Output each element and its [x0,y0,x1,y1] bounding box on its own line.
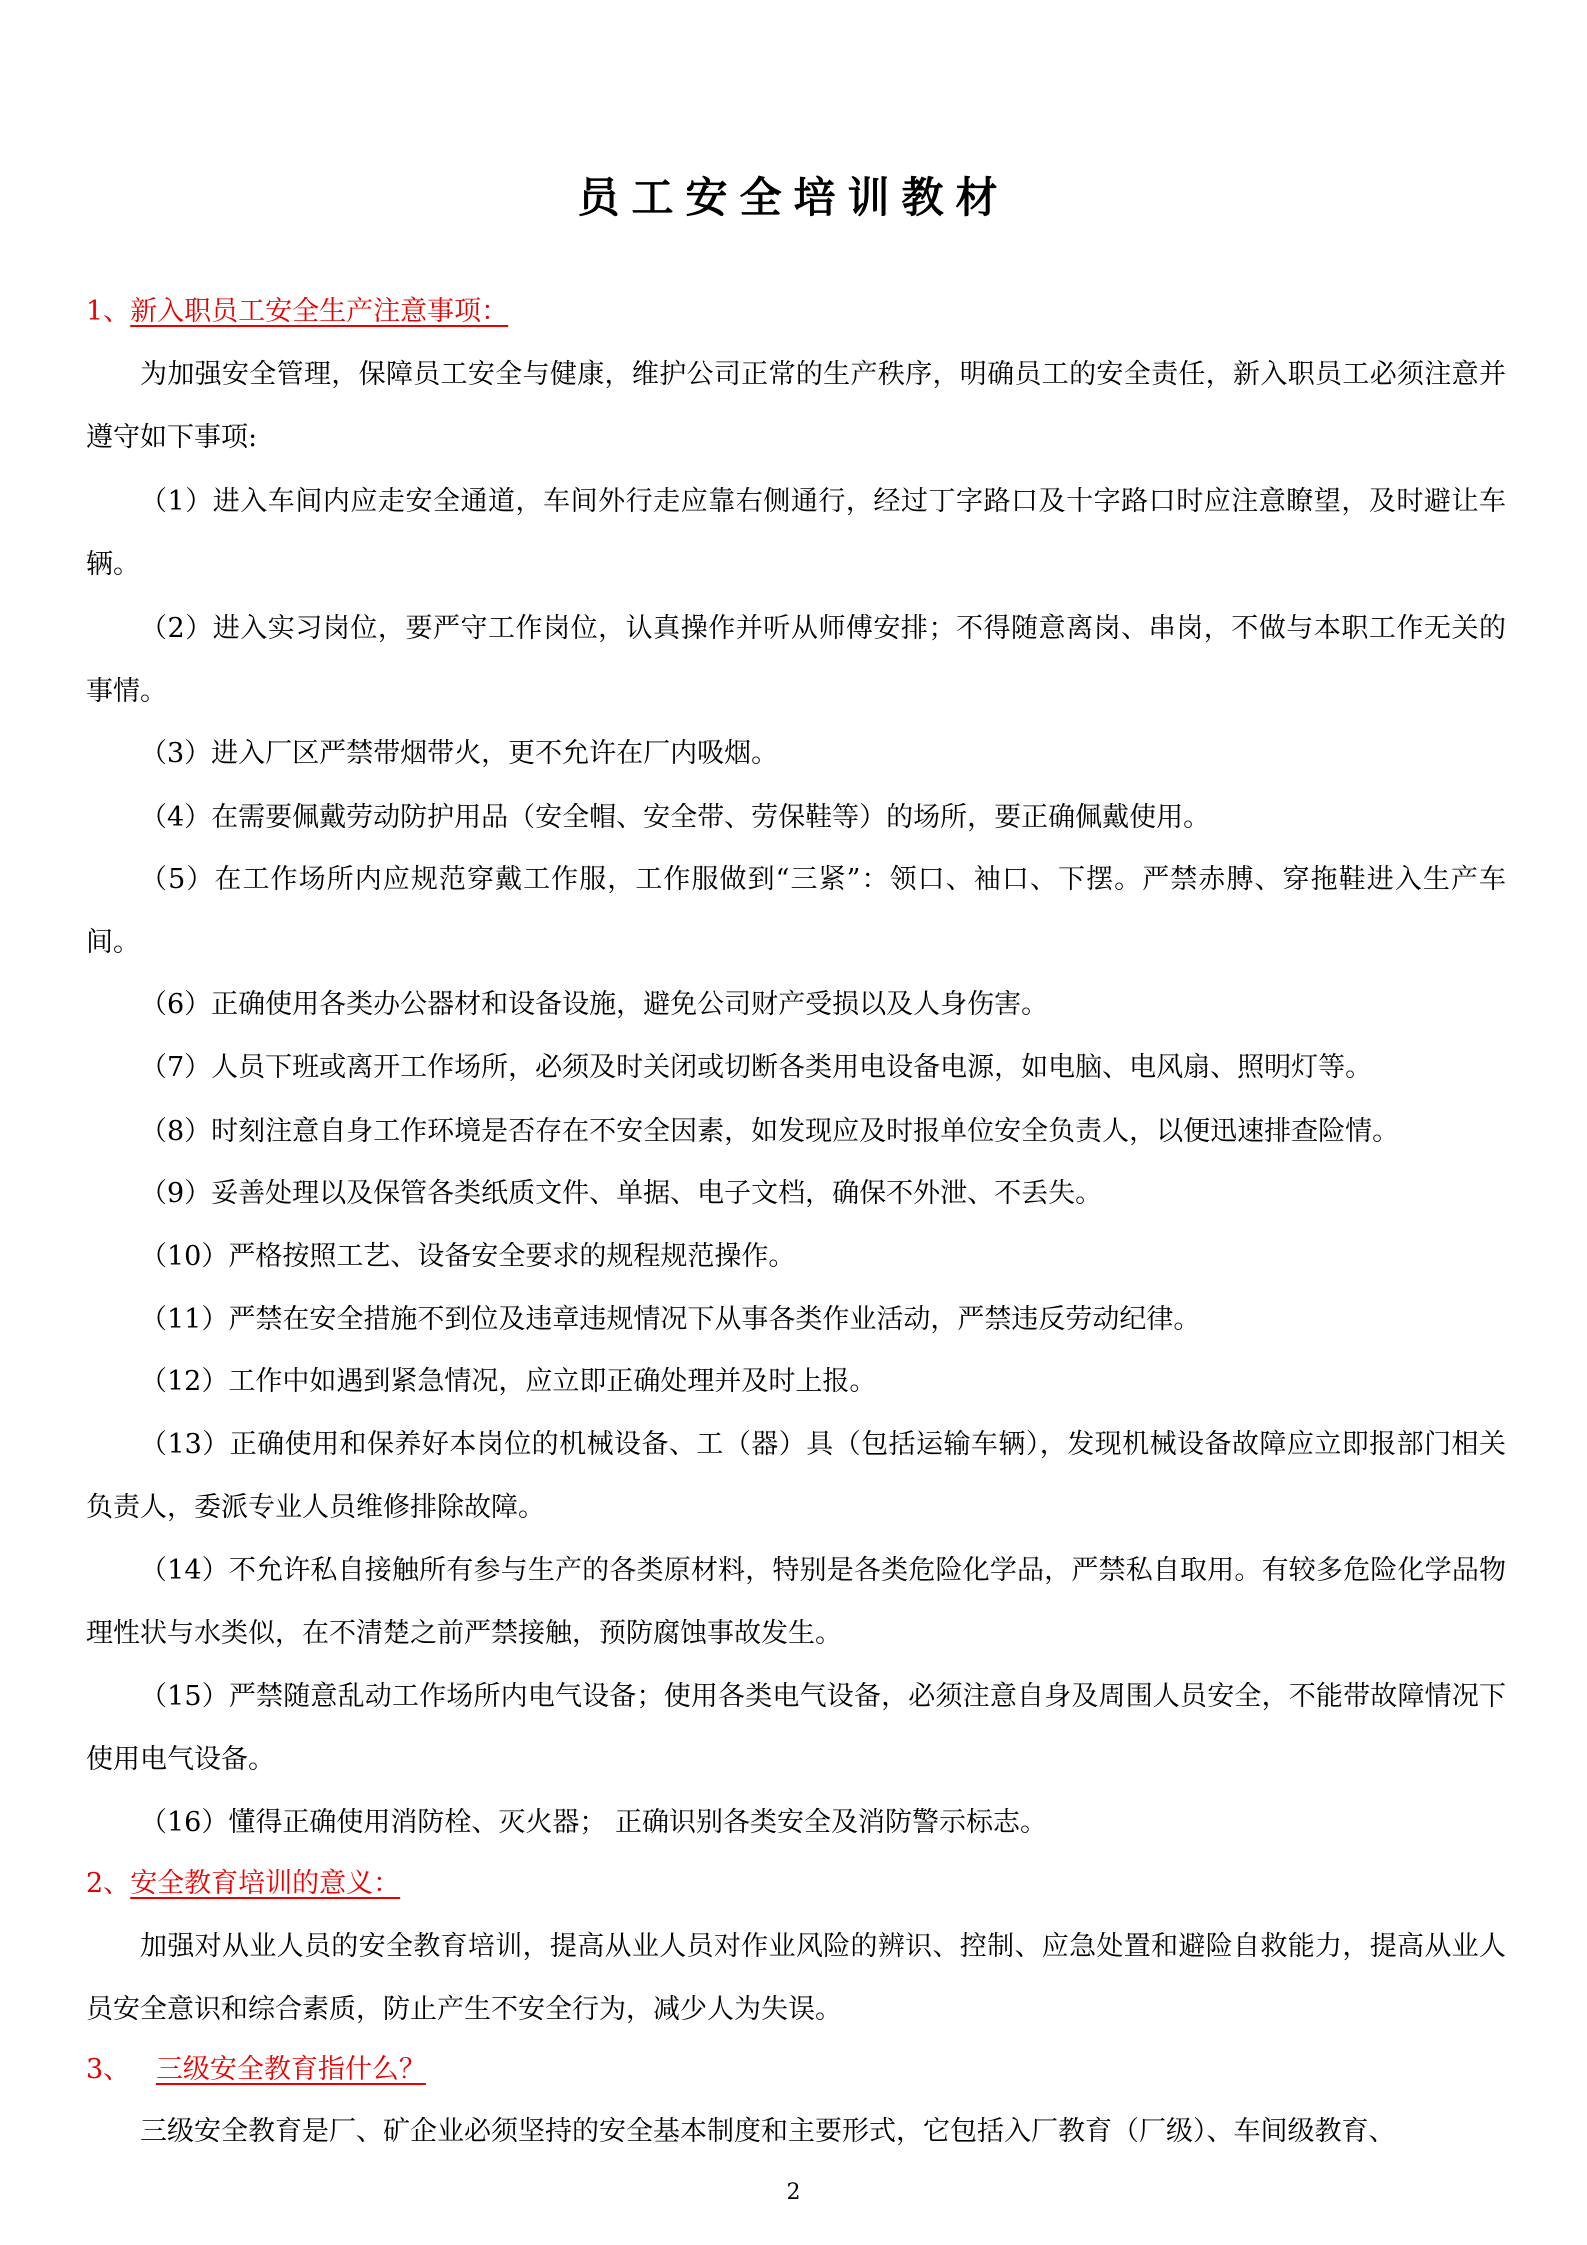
section-2-heading [86,1864,400,1904]
section-3-heading-number: 3、 [86,2054,131,2085]
section-3-body: 三级安全教育是厂、矿企业必须坚持的安全基本制度和主要形式，它包括入厂教育（厂级）、车间级教育、 [140,2116,1396,2147]
page-number: 2 [786,2180,801,2205]
list-item: （7）人员下班或离开工作场所，必须及时关闭或切断各类用电设备电源，如电脑、电风扇、照明灯等。 [140,1052,1373,1083]
list-item: （6）正确使用各类办公器材和设备设施，避免公司财产受损以及人身伤害。 [140,989,1049,1020]
list-item: （1）进入车间内应走安全通道，车间外行走应靠右侧通行，经过丁字路口及十字路口时应注意瞭望，及时避让车辆。 [86,486,1506,580]
section-1-heading [86,292,508,332]
section-2-heading-number: 2、 [86,1868,131,1899]
section-2-body: 加强对从业人员的安全教育培训，提高从业人员对作业风险的辨识、控制、应急处置和避险自救能力，提高从业人员安全意识和综合素质，防止产生不安全行为，减少人为失误。 [86,1931,1506,2025]
list-item: （5）在工作场所内应规范穿戴工作服，工作服做到“三紧”：领口、袖口、下摆。严禁赤膊、穿拖鞋进入生产车间。 [86,864,1506,958]
list-item: （10）严格按照工艺、设备安全要求的规程规范操作。 [140,1241,796,1272]
list-item: （15）严禁随意乱动工作场所内电气设备；使用各类电气设备，必须注意自身及周围人员安全，不能带故障情况下使用电气设备。 [86,1681,1506,1775]
list-item: （12）工作中如遇到紧急情况，应立即正确处理并及时上报。 [140,1366,877,1397]
section-3-heading [86,2050,426,2090]
list-item: （2）进入实习岗位，要严守工作岗位，认真操作并听从师傅安排；不得随意离岗、串岗，不做与本职工作无关的事情。 [86,613,1506,707]
section-2-heading-text: 安全教育培训的意义： [130,1868,401,1899]
section-3-heading-text: 三级安全教育指什么？ [155,2054,426,2085]
list-item: （11）严禁在安全措施不到位及违章违规情况下从事各类作业活动，严禁违反劳动纪律。 [140,1304,1201,1335]
list-item: （3）进入厂区严禁带烟带火，更不允许在厂内吸烟。 [140,738,779,769]
list-item: （8）时刻注意自身工作环境是否存在不安全因素，如发现应及时报单位安全负责人，以便迅速排查险情。 [140,1116,1400,1147]
document-title: 员工安全培训教材 [577,173,1010,222]
section-1-heading-text: 新入职员工安全生产注意事项： [130,296,509,327]
section-1-heading-number: 1、 [86,296,131,327]
list-item: （4）在需要佩戴劳动防护用品（安全帽、安全带、劳保鞋等）的场所，要正确佩戴使用。 [140,802,1211,833]
section-1-intro: 为加强安全管理，保障员工安全与健康，维护公司正常的生产秩序，明确员工的安全责任，新入职员工必须注意并遵守如下事项: [86,359,1506,453]
list-item: （9）妥善处理以及保管各类纸质文件、单据、电子文档，确保不外泄、不丢失。 [140,1178,1103,1209]
list-item: （14）不允许私自接触所有参与生产的各类原材料，特别是各类危险化学品，严禁私自取用。有较多危险化学品物理性状与水类似，在不清楚之前严禁接触，预防腐蚀事故发生。 [86,1555,1506,1649]
list-item: （13）正确使用和保养好本岗位的机械设备、工（器）具（包括运输车辆），发现机械设备故障应立即报部门相关负责人，委派专业人员维修排除故障。 [86,1429,1506,1523]
list-item: （16）懂得正确使用消防栓、灭火器； 正确识别各类安全及消防警示标志。 [140,1807,1047,1838]
